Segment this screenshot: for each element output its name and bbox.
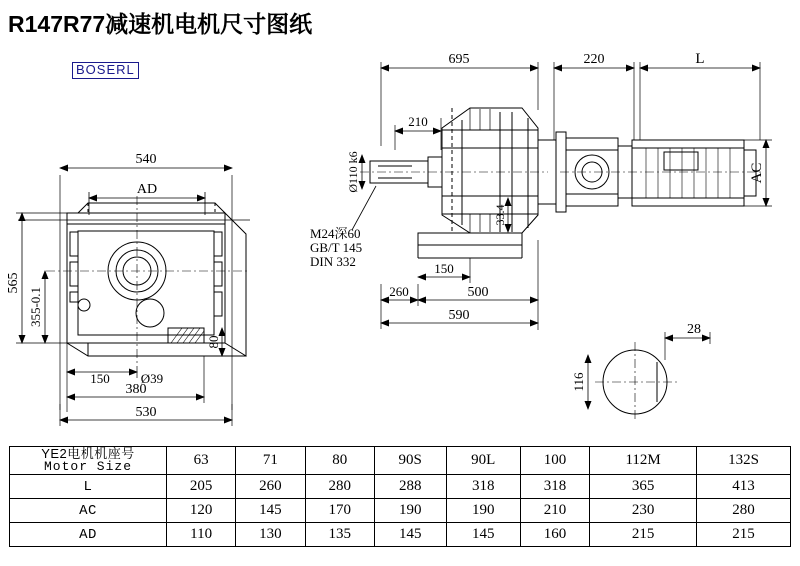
svg-text:L: L: [695, 51, 705, 67]
table-cell: 230: [590, 499, 697, 523]
table-header-label: [10, 447, 167, 475]
svg-text:590: 590: [448, 308, 470, 323]
table-cell: 145: [446, 523, 520, 547]
svg-text:DIN 332: DIN 332: [310, 254, 356, 269]
table-cell: 190: [446, 499, 520, 523]
page-title: R147R77减速机电机尺寸图纸: [8, 11, 313, 37]
row-label: AD: [10, 523, 167, 547]
table-cell: 120: [167, 499, 236, 523]
table-cell: 318: [446, 475, 520, 499]
table-cell: 280: [305, 475, 374, 499]
table-cell: 260: [236, 475, 305, 499]
table-row: [10, 499, 791, 523]
table-cell: 318: [520, 475, 589, 499]
svg-text:210: 210: [408, 114, 428, 129]
svg-text:530: 530: [135, 405, 157, 420]
size-header-cell: 63: [167, 447, 236, 475]
svg-text:AC: AC: [749, 162, 765, 184]
svg-text:150: 150: [434, 261, 454, 276]
svg-text:500: 500: [467, 285, 489, 300]
svg-text:80: 80: [206, 335, 221, 349]
svg-text:355-0.1: 355-0.1: [28, 286, 43, 328]
size-header-cell: 112M: [590, 447, 697, 475]
size-header-cell: 90L: [446, 447, 520, 475]
table-cell: 288: [374, 475, 446, 499]
table-cell: 135: [305, 523, 374, 547]
table-cell: 215: [697, 523, 791, 547]
table-header-label-en: Motor Size: [43, 459, 132, 474]
table-cell: 210: [520, 499, 589, 523]
table-row: [10, 523, 791, 547]
brand-logo: BOSERL: [72, 62, 139, 79]
svg-text:Ø110 k6: Ø110 k6: [346, 151, 360, 193]
row-label: AC: [10, 499, 167, 523]
svg-text:Ø39: Ø39: [140, 371, 164, 386]
table-cell: 130: [236, 523, 305, 547]
svg-text:150: 150: [90, 371, 110, 386]
table-cell: 413: [697, 475, 791, 499]
size-header-cell: 132S: [697, 447, 791, 475]
size-header-cell: 71: [236, 447, 305, 475]
svg-text:M24深60: M24深60: [310, 226, 361, 241]
row-label: L: [10, 475, 167, 499]
size-header-cell: 90S: [374, 447, 446, 475]
svg-text:28: 28: [687, 322, 701, 337]
table-cell: 145: [236, 499, 305, 523]
table-header-row: [10, 447, 791, 475]
table-cell: 170: [305, 499, 374, 523]
table-cell: 160: [520, 523, 589, 547]
table-cell: 145: [374, 523, 446, 547]
svg-text:260: 260: [389, 284, 409, 299]
table-cell: 205: [167, 475, 236, 499]
svg-text:695: 695: [448, 52, 470, 67]
svg-text:220: 220: [583, 52, 605, 67]
svg-text:33.4: 33.4: [493, 204, 507, 226]
table-cell: 110: [167, 523, 236, 547]
size-header-cell: 80: [305, 447, 374, 475]
table-cell: 190: [374, 499, 446, 523]
size-header-cell: 100: [520, 447, 589, 475]
svg-text:380: 380: [125, 382, 147, 397]
svg-text:540: 540: [135, 152, 157, 167]
svg-text:AD: AD: [136, 182, 158, 197]
table-cell: 215: [590, 523, 697, 547]
motor-size-table: [9, 446, 791, 547]
table-row: [10, 475, 791, 499]
svg-text:565: 565: [6, 272, 21, 294]
table-cell: 365: [590, 475, 697, 499]
table-cell: 280: [697, 499, 791, 523]
svg-text:GB/T 145: GB/T 145: [310, 240, 363, 255]
svg-text:116: 116: [571, 372, 586, 392]
table-header-label-cn: YE2电机机座号: [41, 446, 135, 461]
